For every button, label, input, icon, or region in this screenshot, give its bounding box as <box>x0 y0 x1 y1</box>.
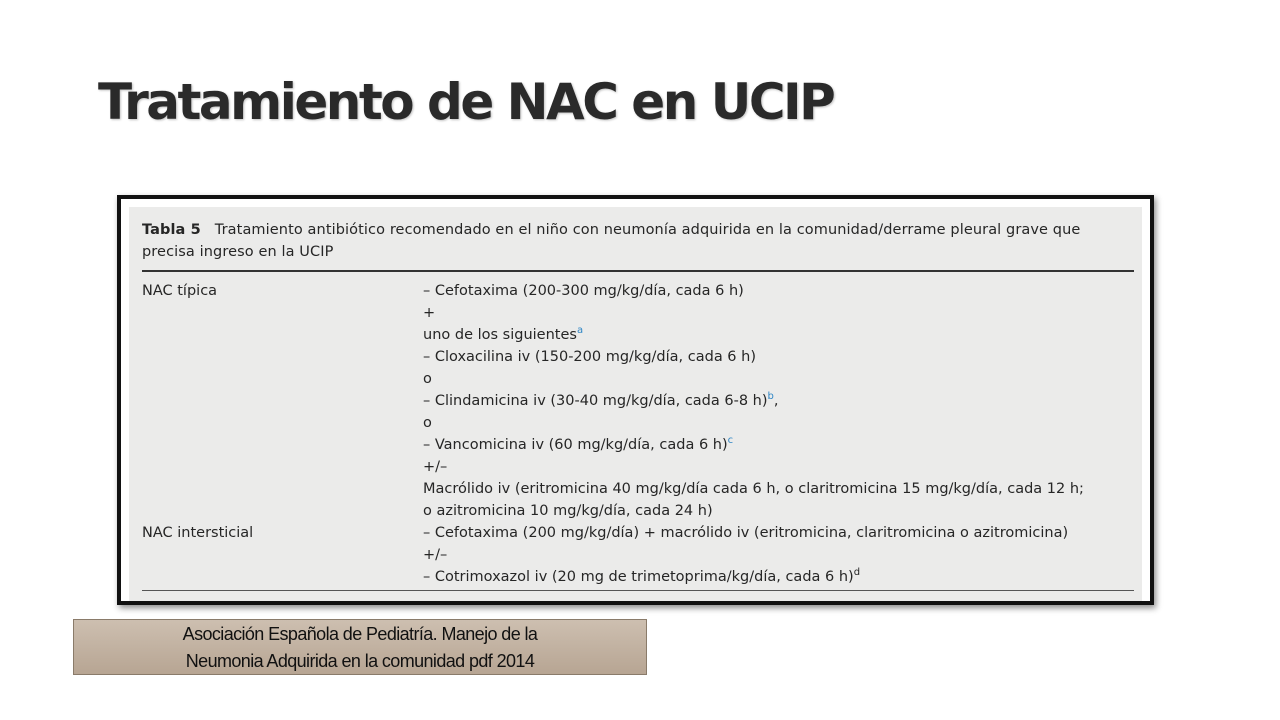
table-top-rule <box>142 270 1134 272</box>
table-line-text: uno de los siguientes <box>423 327 577 343</box>
footnote-b: b <box>767 391 774 403</box>
table-line-text: – Vancomicina iv (60 mg/kg/día, cada 6 h) <box>423 437 728 453</box>
table-line: o <box>423 371 432 387</box>
table-line: o azitromicina 10 mg/kg/día, cada 24 h) <box>423 503 713 519</box>
table-line: – Cloxacilina iv (150-200 mg/kg/día, cada 6 h) <box>423 349 756 365</box>
table-line: o <box>423 415 432 431</box>
table-line <box>423 324 583 346</box>
table-line: +/– <box>423 547 448 563</box>
footnote-d: d <box>853 567 861 579</box>
table-bottom-rule <box>142 590 1134 591</box>
table-line <box>423 566 860 588</box>
footnote-a: a <box>576 325 584 337</box>
source-citation-box <box>73 619 647 675</box>
table-line: + <box>423 305 436 321</box>
table-line: Macrólido iv (eritromicina 40 mg/kg/día cada 6 h, o claritromicina 15 mg/kg/día, cada 12 h; <box>423 481 1084 497</box>
table-caption-text: Tratamiento antibiótico recomendado en el niño con neumonía adquirida en la comunidad/derrame pleural grave que precisa ingreso en la UCIP <box>142 222 1081 260</box>
table-line-punct: , <box>773 393 779 409</box>
row-label-nac-tipica: NAC típica <box>142 283 218 299</box>
treatment-table <box>129 207 1142 601</box>
table-line: +/– <box>423 459 448 475</box>
table-line: – Cefotaxima (200 mg/kg/día) + macrólido iv (eritromicina, claritromicina o azitromicina) <box>423 525 1069 541</box>
table-line <box>423 434 733 456</box>
table-caption <box>142 219 1132 263</box>
row-label-nac-intersticial: NAC intersticial <box>142 525 254 541</box>
source-line-1: Asociación Española de Pediatría. Manejo de la <box>182 624 538 644</box>
table-label: Tabla 5 <box>142 222 201 238</box>
table-line: – Cefotaxima (200-300 mg/kg/día, cada 6 h) <box>423 283 744 299</box>
table-line-text: – Clindamicina iv (30-40 mg/kg/día, cada 6-8 h) <box>423 393 768 409</box>
slide-title: Tratamiento de NAC en UCIP <box>98 73 834 131</box>
table-line-text: – Cotrimoxazol iv (20 mg de trimetoprima/kg/día, cada 6 h) <box>423 569 854 585</box>
table-line <box>423 390 778 412</box>
source-line-2: Neumonia Adquirida en la comunidad pdf 2014 <box>185 651 535 671</box>
footnote-c: c <box>727 435 734 447</box>
table-image-frame <box>117 195 1154 605</box>
